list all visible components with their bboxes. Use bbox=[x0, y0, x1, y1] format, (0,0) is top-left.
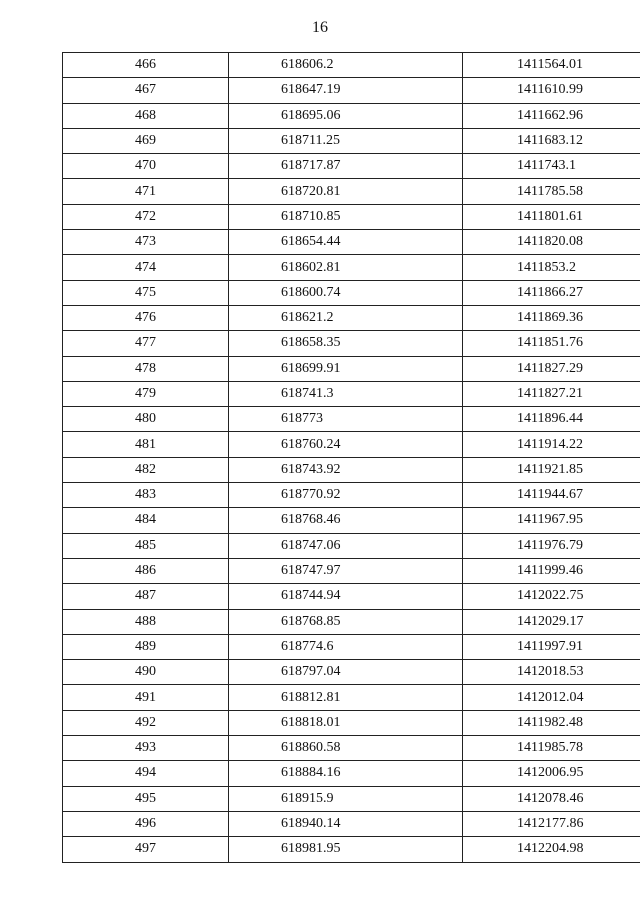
x-coordinate-cell: 618773 bbox=[229, 407, 463, 432]
table-row bbox=[63, 53, 640, 78]
point-number-cell: 493 bbox=[63, 736, 229, 761]
y-coordinate-cell: 1411914.22 bbox=[463, 432, 640, 457]
table-row bbox=[63, 634, 640, 659]
y-coordinate-cell: 1411827.21 bbox=[463, 381, 640, 406]
table-row bbox=[63, 179, 640, 204]
y-coordinate-cell: 1411866.27 bbox=[463, 280, 640, 305]
x-coordinate-cell: 618818.01 bbox=[229, 710, 463, 735]
point-number-cell: 479 bbox=[63, 381, 229, 406]
x-coordinate-cell: 618747.06 bbox=[229, 533, 463, 558]
table-row bbox=[63, 407, 640, 432]
table-row bbox=[63, 255, 640, 280]
y-coordinate-cell: 1411820.08 bbox=[463, 230, 640, 255]
x-coordinate-cell: 618743.92 bbox=[229, 457, 463, 482]
y-coordinate-cell: 1411869.36 bbox=[463, 305, 640, 330]
point-number-cell: 487 bbox=[63, 584, 229, 609]
point-number-cell: 495 bbox=[63, 786, 229, 811]
point-number-cell: 476 bbox=[63, 305, 229, 330]
x-coordinate-cell: 618774.6 bbox=[229, 634, 463, 659]
table-row bbox=[63, 432, 640, 457]
y-coordinate-cell: 1412006.95 bbox=[463, 761, 640, 786]
point-number-cell: 490 bbox=[63, 660, 229, 685]
x-coordinate-cell: 618940.14 bbox=[229, 811, 463, 836]
y-coordinate-cell: 1411743.1 bbox=[463, 154, 640, 179]
y-coordinate-cell: 1412012.04 bbox=[463, 685, 640, 710]
point-number-cell: 483 bbox=[63, 483, 229, 508]
y-coordinate-cell: 1411944.67 bbox=[463, 483, 640, 508]
point-number-cell: 496 bbox=[63, 811, 229, 836]
table-row bbox=[63, 736, 640, 761]
table-row bbox=[63, 609, 640, 634]
table-row bbox=[63, 331, 640, 356]
x-coordinate-cell: 618654.44 bbox=[229, 230, 463, 255]
x-coordinate-cell: 618741.3 bbox=[229, 381, 463, 406]
y-coordinate-cell: 1411564.01 bbox=[463, 53, 640, 78]
point-number-cell: 472 bbox=[63, 204, 229, 229]
y-coordinate-cell: 1411683.12 bbox=[463, 128, 640, 153]
point-number-cell: 478 bbox=[63, 356, 229, 381]
table-row bbox=[63, 483, 640, 508]
table-row bbox=[63, 710, 640, 735]
y-coordinate-cell: 1412204.98 bbox=[463, 837, 640, 862]
x-coordinate-cell: 618747.97 bbox=[229, 558, 463, 583]
coordinates-table bbox=[62, 52, 640, 863]
y-coordinate-cell: 1412078.46 bbox=[463, 786, 640, 811]
y-coordinate-cell: 1411982.48 bbox=[463, 710, 640, 735]
point-number-cell: 467 bbox=[63, 78, 229, 103]
point-number-cell: 489 bbox=[63, 634, 229, 659]
y-coordinate-cell: 1412177.86 bbox=[463, 811, 640, 836]
x-coordinate-cell: 618768.46 bbox=[229, 508, 463, 533]
table-row bbox=[63, 230, 640, 255]
x-coordinate-cell: 618717.87 bbox=[229, 154, 463, 179]
y-coordinate-cell: 1412022.75 bbox=[463, 584, 640, 609]
point-number-cell: 492 bbox=[63, 710, 229, 735]
table-row bbox=[63, 381, 640, 406]
x-coordinate-cell: 618884.16 bbox=[229, 761, 463, 786]
y-coordinate-cell: 1411610.99 bbox=[463, 78, 640, 103]
point-number-cell: 470 bbox=[63, 154, 229, 179]
table-row bbox=[63, 154, 640, 179]
table-row bbox=[63, 78, 640, 103]
x-coordinate-cell: 618658.35 bbox=[229, 331, 463, 356]
x-coordinate-cell: 618647.19 bbox=[229, 78, 463, 103]
table-row bbox=[63, 356, 640, 381]
y-coordinate-cell: 1411851.76 bbox=[463, 331, 640, 356]
x-coordinate-cell: 618915.9 bbox=[229, 786, 463, 811]
table-row bbox=[63, 837, 640, 862]
table-row bbox=[63, 811, 640, 836]
point-number-cell: 480 bbox=[63, 407, 229, 432]
page-number: 16 bbox=[312, 19, 328, 36]
point-number-cell: 484 bbox=[63, 508, 229, 533]
y-coordinate-cell: 1412018.53 bbox=[463, 660, 640, 685]
point-number-cell: 488 bbox=[63, 609, 229, 634]
table-row bbox=[63, 204, 640, 229]
y-coordinate-cell: 1411827.29 bbox=[463, 356, 640, 381]
y-coordinate-cell: 1411801.61 bbox=[463, 204, 640, 229]
x-coordinate-cell: 618744.94 bbox=[229, 584, 463, 609]
x-coordinate-cell: 618711.25 bbox=[229, 128, 463, 153]
x-coordinate-cell: 618797.04 bbox=[229, 660, 463, 685]
x-coordinate-cell: 618770.92 bbox=[229, 483, 463, 508]
x-coordinate-cell: 618621.2 bbox=[229, 305, 463, 330]
x-coordinate-cell: 618720.81 bbox=[229, 179, 463, 204]
point-number-cell: 477 bbox=[63, 331, 229, 356]
point-number-cell: 469 bbox=[63, 128, 229, 153]
y-coordinate-cell: 1411999.46 bbox=[463, 558, 640, 583]
table-row bbox=[63, 558, 640, 583]
table-row bbox=[63, 786, 640, 811]
point-number-cell: 486 bbox=[63, 558, 229, 583]
x-coordinate-cell: 618760.24 bbox=[229, 432, 463, 457]
table-row bbox=[63, 761, 640, 786]
point-number-cell: 471 bbox=[63, 179, 229, 204]
y-coordinate-cell: 1411662.96 bbox=[463, 103, 640, 128]
table-row bbox=[63, 584, 640, 609]
x-coordinate-cell: 618981.95 bbox=[229, 837, 463, 862]
point-number-cell: 466 bbox=[63, 53, 229, 78]
x-coordinate-cell: 618812.81 bbox=[229, 685, 463, 710]
x-coordinate-cell: 618860.58 bbox=[229, 736, 463, 761]
point-number-cell: 468 bbox=[63, 103, 229, 128]
table-row bbox=[63, 305, 640, 330]
table-row bbox=[63, 457, 640, 482]
x-coordinate-cell: 618695.06 bbox=[229, 103, 463, 128]
table-row bbox=[63, 103, 640, 128]
point-number-cell: 494 bbox=[63, 761, 229, 786]
x-coordinate-cell: 618699.91 bbox=[229, 356, 463, 381]
x-coordinate-cell: 618602.81 bbox=[229, 255, 463, 280]
table-row bbox=[63, 533, 640, 558]
table-row bbox=[63, 508, 640, 533]
point-number-cell: 473 bbox=[63, 230, 229, 255]
table-row bbox=[63, 660, 640, 685]
y-coordinate-cell: 1411785.58 bbox=[463, 179, 640, 204]
point-number-cell: 491 bbox=[63, 685, 229, 710]
point-number-cell: 482 bbox=[63, 457, 229, 482]
y-coordinate-cell: 1411921.85 bbox=[463, 457, 640, 482]
x-coordinate-cell: 618600.74 bbox=[229, 280, 463, 305]
y-coordinate-cell: 1411997.91 bbox=[463, 634, 640, 659]
x-coordinate-cell: 618710.85 bbox=[229, 204, 463, 229]
y-coordinate-cell: 1411896.44 bbox=[463, 407, 640, 432]
point-number-cell: 475 bbox=[63, 280, 229, 305]
table-row bbox=[63, 128, 640, 153]
y-coordinate-cell: 1411985.78 bbox=[463, 736, 640, 761]
coordinates-table-body bbox=[63, 53, 640, 863]
table-row bbox=[63, 280, 640, 305]
table-row bbox=[63, 685, 640, 710]
x-coordinate-cell: 618768.85 bbox=[229, 609, 463, 634]
point-number-cell: 474 bbox=[63, 255, 229, 280]
y-coordinate-cell: 1411976.79 bbox=[463, 533, 640, 558]
y-coordinate-cell: 1411967.95 bbox=[463, 508, 640, 533]
point-number-cell: 481 bbox=[63, 432, 229, 457]
y-coordinate-cell: 1411853.2 bbox=[463, 255, 640, 280]
x-coordinate-cell: 618606.2 bbox=[229, 53, 463, 78]
point-number-cell: 497 bbox=[63, 837, 229, 862]
y-coordinate-cell: 1412029.17 bbox=[463, 609, 640, 634]
point-number-cell: 485 bbox=[63, 533, 229, 558]
